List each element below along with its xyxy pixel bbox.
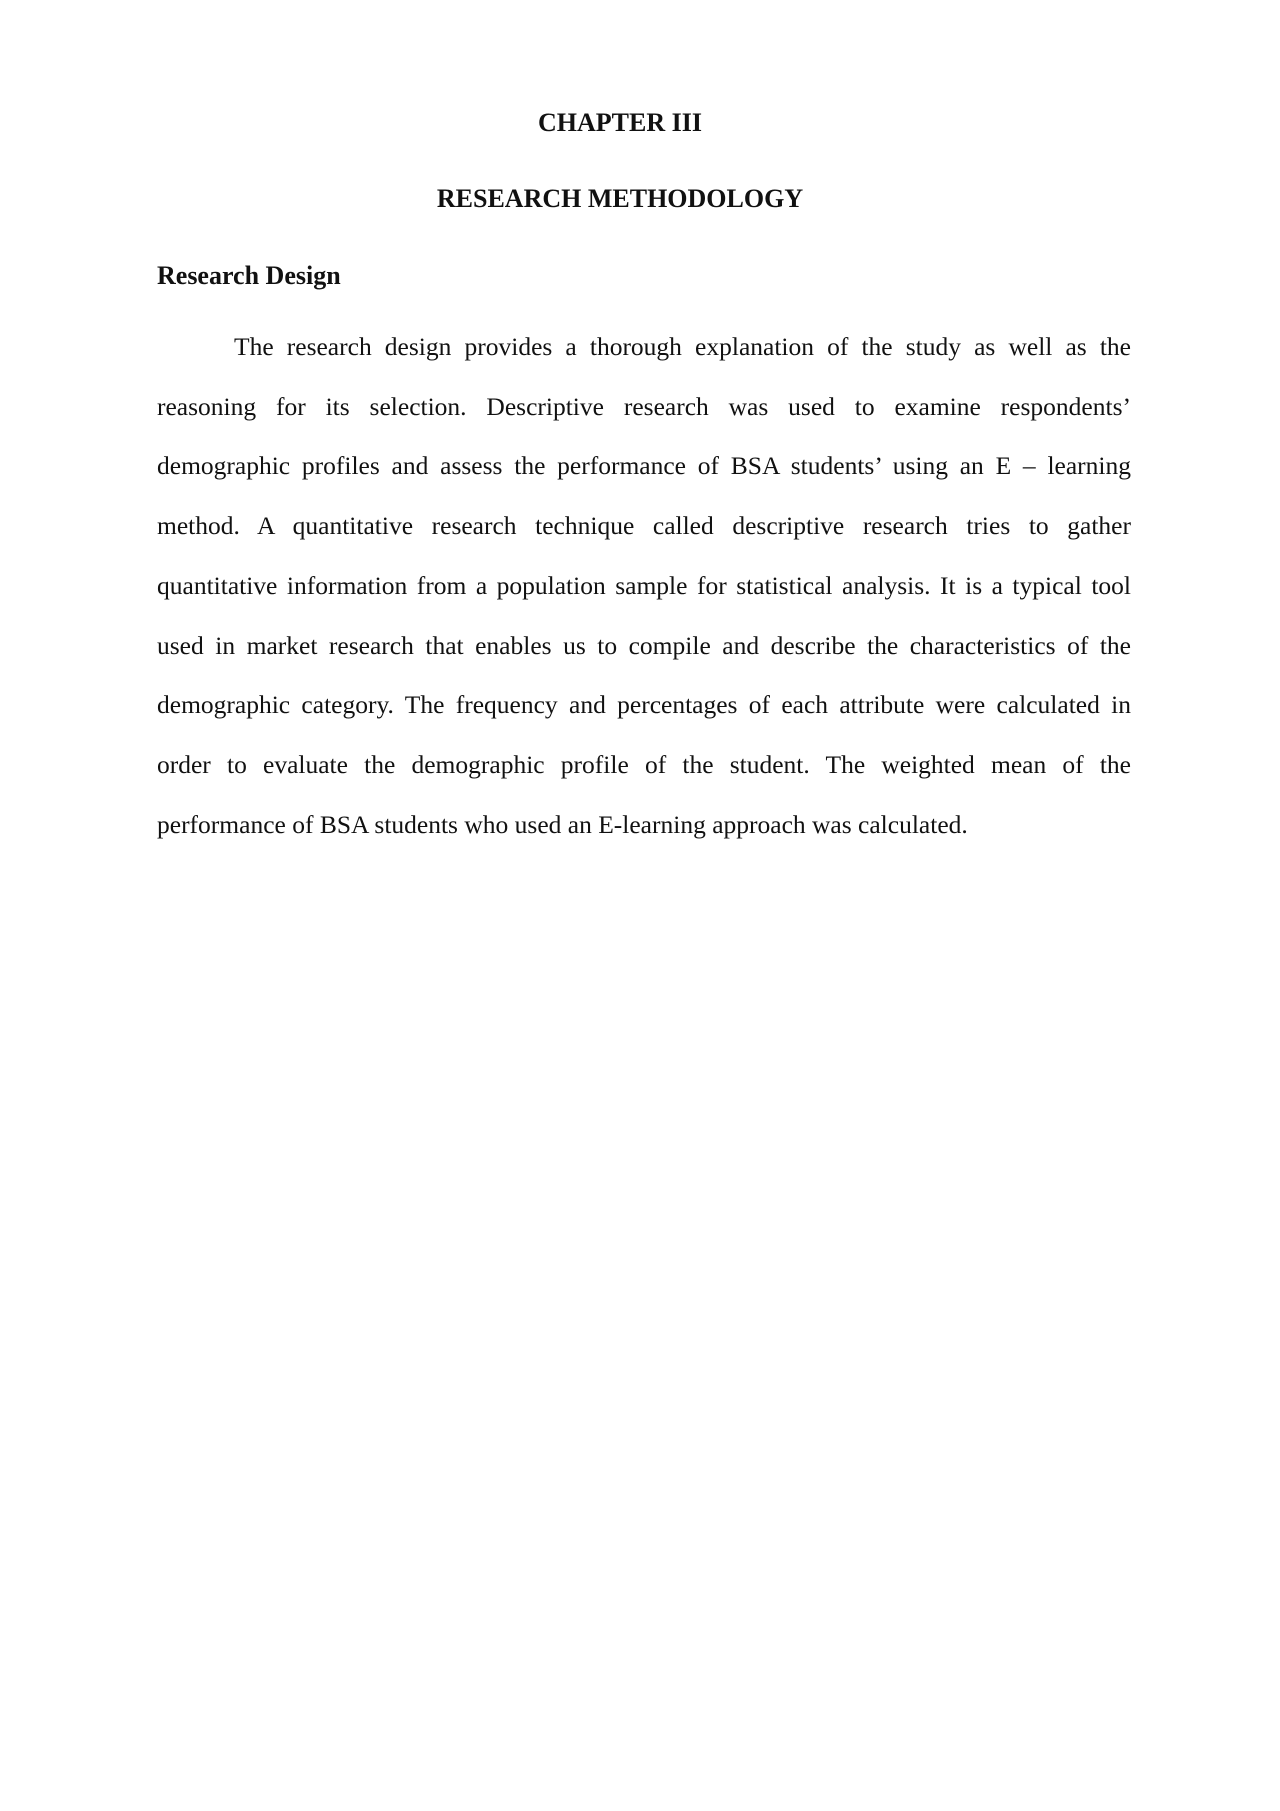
- chapter-number: CHAPTER III: [538, 108, 702, 137]
- research-design-paragraph: The research design provides a thorough explanation of the study as well as the reasoning for its selection. Descriptive research was used to examine respondents’ demographic profiles and assess the performance of BSA students’ using an E – learning method. A quantitative research technique called descriptive research tries to gather quantitative information from a population sample for statistical analysis. It is a typical tool used in market research that enables us to compile and describe the characteristics of the demographic category. The frequency and percentages of each attribute were calculated in order to evaluate the demographic profile of the student. The weighted mean of the performance of BSA students who used an E-learning approach was calculated.: [157, 332, 1131, 839]
- section-heading-research-design: Research Design: [157, 261, 341, 290]
- chapter-title: RESEARCH METHODOLOGY: [436, 184, 804, 213]
